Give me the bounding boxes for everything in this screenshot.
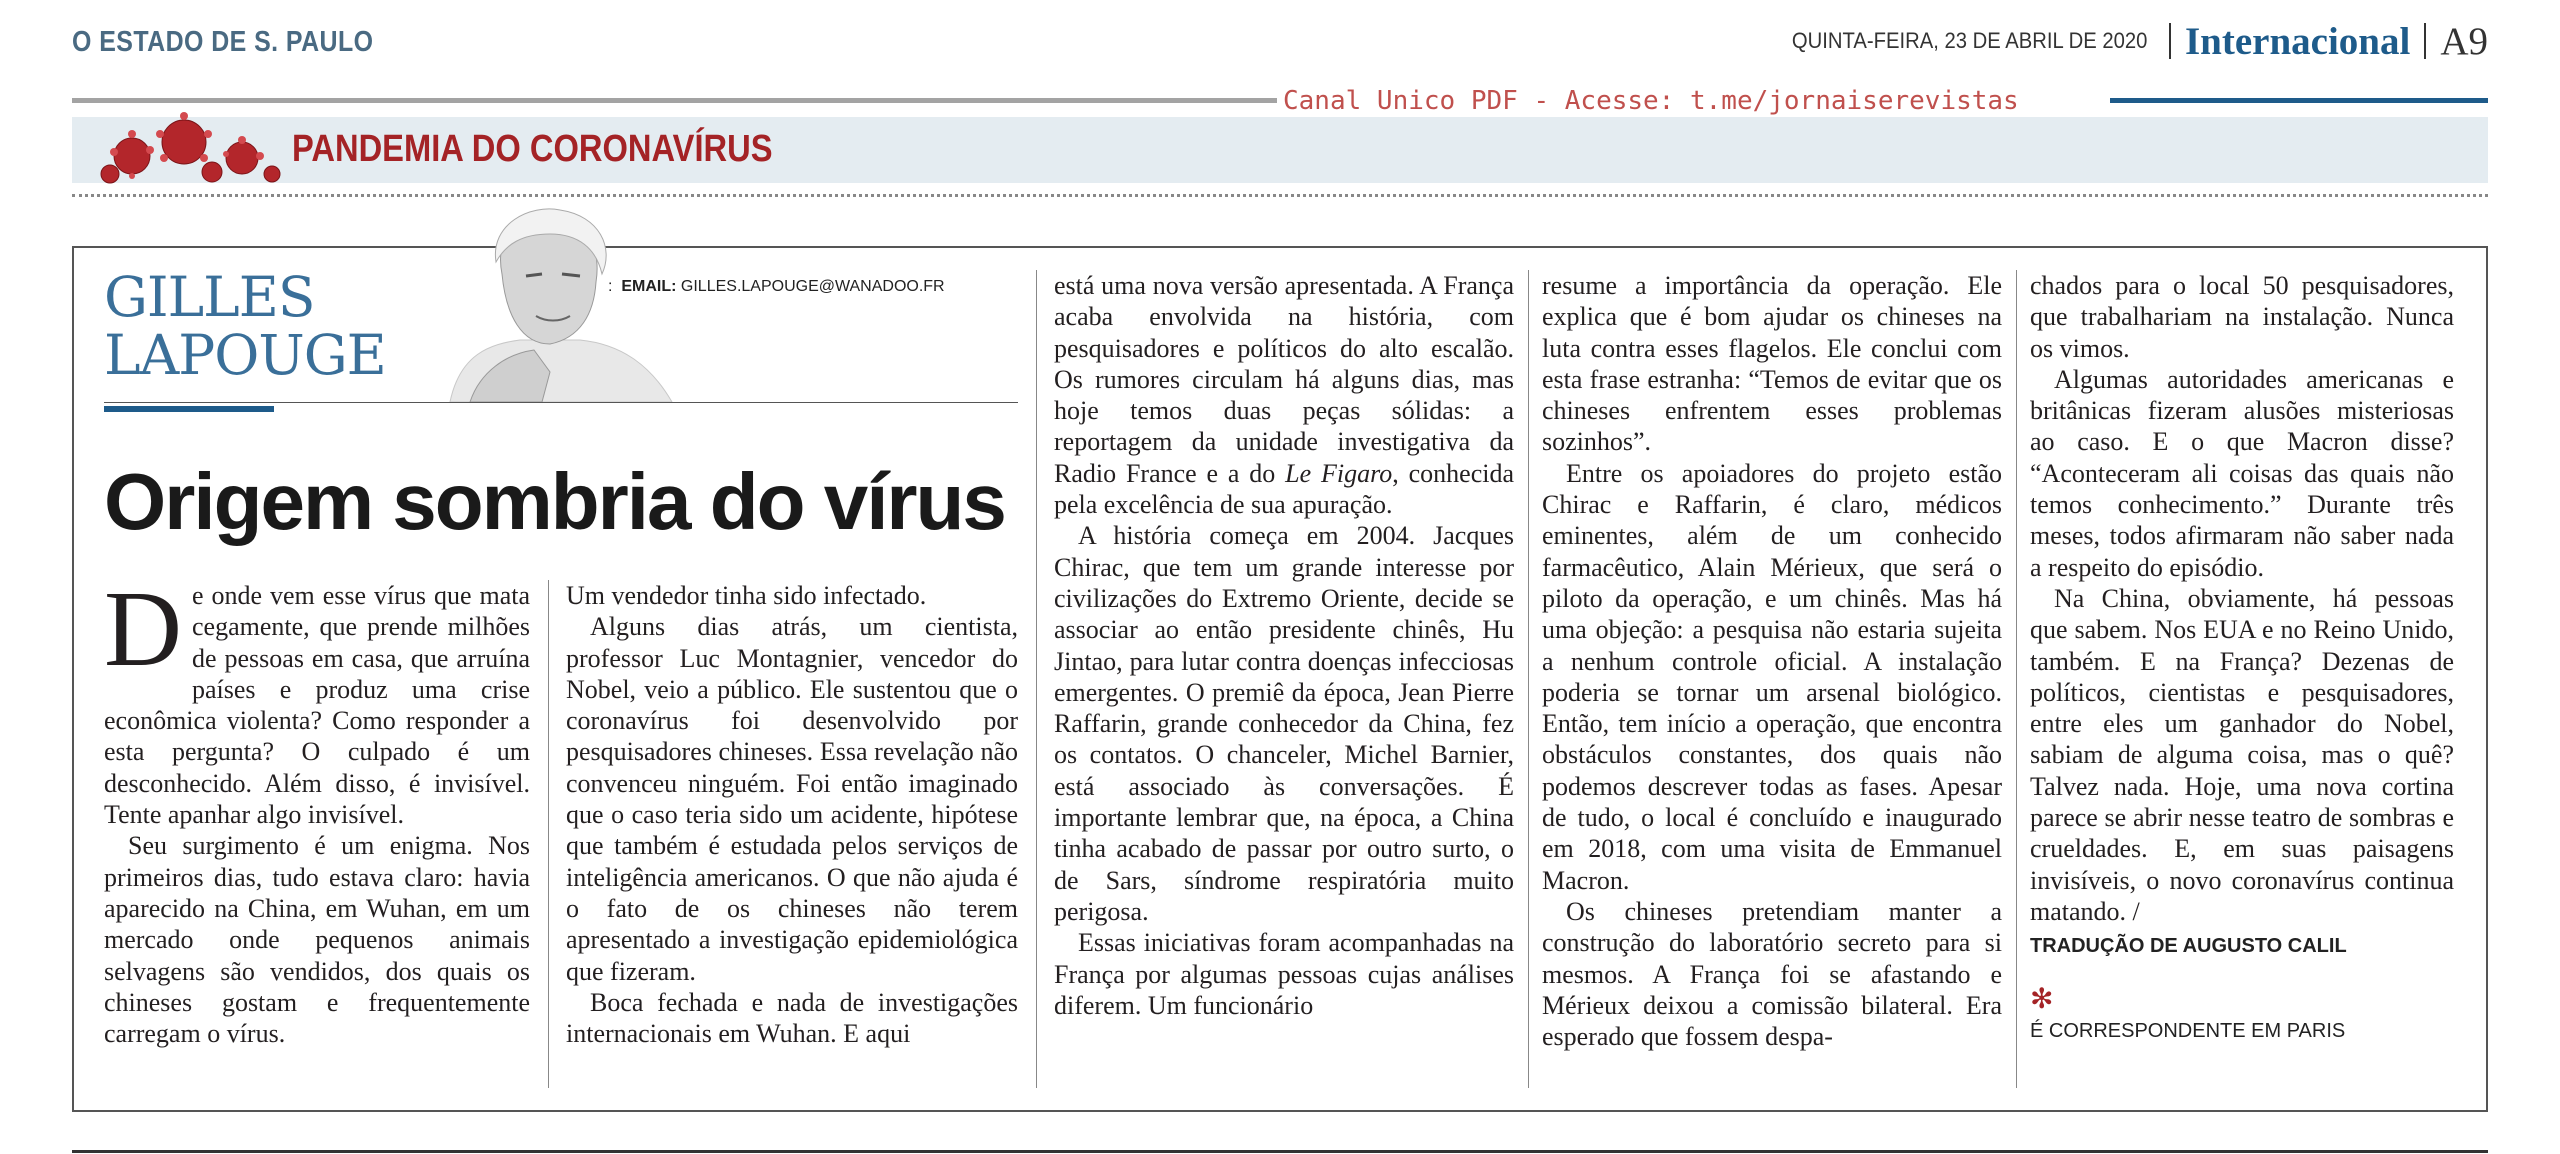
author-accent-bar — [104, 406, 274, 412]
article-column-5 — [2030, 270, 2454, 1047]
coronavirus-image — [92, 112, 292, 184]
author-name — [104, 265, 386, 387]
banner-rule-gray — [72, 98, 1277, 103]
email-address: GILLES.LAPOUGE@WANADOO.FR — [680, 278, 945, 295]
correspondent-note: É CORRESPONDENTE EM PARIS — [2030, 1019, 2346, 1042]
paragraph: Entre os apoiadores do projeto estão Chirac e Raffarin, é claro, médicos eminentes, além de um conhecido farmacêutico, Alain Mérieux, que será o piloto da operação, e um chinês. Mas há uma objeção: a pesquisa não estaria sujeita a nenhum controle oficial. A instalação poderia se tornar um arsenal biológico. Então, tem início a operação, que encontra obstáculos constantes, dos quais não podemos descrever todas as fases. Apesar de tudo, o local é concluído e inaugurado em 2018, com uma visita de Emmanuel Macron. — [1542, 458, 2002, 895]
paragraph: Alguns dias atrás, um cientista, professor Luc Montagnier, vencedor do Nobel, veio a público. Ele sustentou que o coronavírus foi desenvolvido por pesquisadores chineses. Essa revelação não convenceu ninguém. Foi então imaginado que o caso teria sido um acidente, hipótese que também é estudada pelos serviços de inteligência americanos. O que não ajuda é o fato de os chineses não terem apresentado a investigação epidemiológica que fizeram. — [566, 612, 1018, 986]
translation-credit: TRADUÇÃO DE AUGUSTO CALIL — [2030, 935, 2347, 958]
author-first-name: GILLES — [104, 265, 315, 329]
article-column-2 — [566, 580, 1018, 1049]
section-name: Internacional — [2184, 19, 2411, 63]
article-column-4 — [1542, 270, 2002, 1052]
email-label: EMAIL: — [621, 278, 677, 295]
paragraph: Algumas autoridades americanas e britânicas fizeram alusões misteriosas ao caso. E o que Macron disse? “Aconteceram ali coisas das quais não temos conhecimento.” Durante três meses, todos afirmaram não saber nada a respeito do episódio. — [2030, 364, 2454, 582]
newspaper-name: O ESTADO DE S. PAULO — [72, 26, 374, 58]
paragraph — [104, 570, 530, 830]
author-last-name: LAPOUGE — [104, 323, 386, 387]
paragraph: Na China, obviamente, há pessoas que sabem. Nos EUA e no Reino Unido, também. E na França? Dezenas de políticos, cientistas e pesquisadores, entre eles um ganhador do Nobel, sabiam de alguma coisa, mas o quê? Talvez nada. Hoje, uma nova cortina parece se abrir nesse teatro de sombras e crueldades. E, em suas paisagens invisíveis, o novo coronavírus continua matando. / — [2030, 583, 2454, 926]
paragraph: resume a importância da operação. Ele explica que é bom ajudar os chineses na luta contra esses flagelos. Ele conclui com esta frase estranha: “Temos de evitar que os chineses enfrentem esses problemas sozinhos”. — [1542, 271, 2002, 457]
watermark-text: Canal Unico PDF - Acesse: t.me/jornaiserevistas — [1283, 86, 2019, 116]
header-divider — [2424, 23, 2426, 59]
page-header-right — [1761, 16, 2488, 66]
issue-date: QUINTA-FEIRA, 23 DE ABRIL DE 2020 — [1791, 28, 2147, 53]
drop-cap: D — [104, 570, 182, 689]
paragraph: Um vendedor tinha sido infectado. — [566, 581, 927, 610]
dotted-separator — [72, 194, 2488, 197]
paragraph: chados para o local 50 pesquisadores, que trabalhariam na instalação. Nunca os vimos. — [2030, 271, 2454, 363]
column-divider — [548, 580, 549, 1088]
paragraph-text: está uma nova versão apresentada. A França acaba envolvida na história, com pesquisadores e políticos do alto escalão. Os rumores circulam há alguns dias, mas hoje temos duas peças sólidas: a reportagem da unidade investigativa da Radio France e a do — [1054, 271, 1514, 488]
author-divider — [104, 402, 1018, 403]
page-number: A9 — [2440, 19, 2488, 63]
author-email: : EMAIL: GILLES.LAPOUGE@WANADOO.FR — [608, 278, 945, 295]
asterisk-icon: ✻ — [2030, 982, 2054, 1014]
paragraph: Os chineses pretendiam manter a construção do laboratório secreto para si mesmos. A França foi se afastando e Mérieux deixou a comissão bilateral. Era esperado que fossem despa- — [1542, 896, 2002, 1052]
paragraph-text: e onde vem esse vírus que mata cegamente, que prende milhões de pessoas em casa, que arruína países e produz uma crise econômica violenta? Como responder a esta pergunta? O culpado é um desconhecido. Além disso, é invisível. Tente apanhar algo invisível. — [104, 581, 530, 830]
banner-rule-blue — [2110, 98, 2488, 103]
publication-name: Le Figaro — [1285, 458, 1393, 488]
headline: Origem sombria do vírus — [104, 457, 1005, 546]
column-divider — [1528, 270, 1529, 1088]
page-bottom-rule — [72, 1150, 2488, 1153]
article-column-3 — [1054, 270, 1514, 1021]
column-divider — [2016, 270, 2017, 1088]
paragraph: A história começa em 2004. Jacques Chirac, que tem um grande interesse por civilizações do Extremo Oriente, decide se associar ao então presidente chinês, Hu Jintao, para lutar contra doenças infecciosas emergentes. O premiê da época, Jean Pierre Raffarin, grande conhecedor da China, fez os contatos. O chanceler, Michel Barnier, está associado às conversações. É importante lembrar que, na época, a China tinha acabado de passar por outro surto, o de Sars, síndrome respiratória muito perigosa. — [1054, 521, 1514, 926]
header-divider — [2169, 23, 2171, 59]
author-portrait — [410, 204, 680, 402]
paragraph: Boca fechada e nada de investigações internacionais em Wuhan. E aqui — [566, 987, 1018, 1049]
banner-title: PANDEMIA DO CORONAVÍRUS — [292, 128, 773, 170]
paragraph — [1054, 270, 1514, 520]
article-column-1 — [104, 570, 530, 1049]
paragraph: Seu surgimento é um enigma. Nos primeiros dias, tudo estava claro: havia aparecido na China, em Wuhan, em um mercado onde pequenos animais selvagens são vendidos, dos quais os chineses gostam e frequentemente carregam o vírus. — [104, 831, 530, 1049]
column-divider — [1036, 270, 1037, 1088]
paragraph: Essas iniciativas foram acompanhadas na França por algumas pessoas cujas análises diferem. Um funcionário — [1054, 928, 1514, 1020]
paragraph-text: , conhecida pela excelência de sua apuração. — [1054, 458, 1514, 520]
